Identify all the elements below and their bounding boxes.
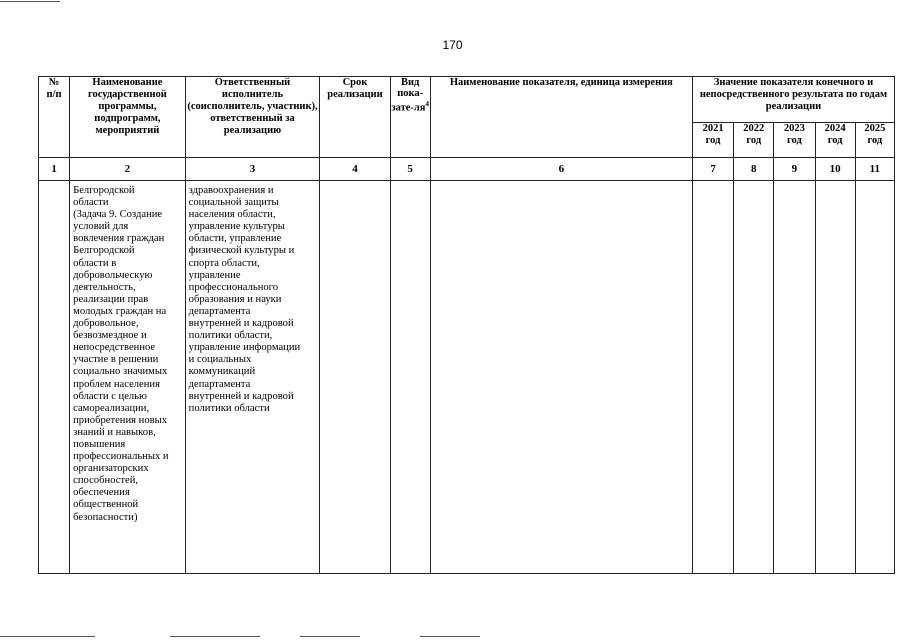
year-label: 2022 [743,123,765,134]
row-value-2021 [692,181,733,574]
year-label: 2023 [783,123,805,134]
column-number: 4 [320,158,390,181]
header-executor-label: Ответственный исполнитель (соисполнитель, участник), ответственный за реализацию [187,77,318,136]
row-value [734,181,773,188]
row-value [816,181,855,188]
row-executor-cell [185,181,320,574]
scan-edge-mark [170,636,260,637]
year-unit: год [867,135,883,146]
year-unit: год [827,135,843,146]
header-indicator-label: Наименование показателя, единица измерения [449,77,673,88]
header-executor [185,77,320,158]
program-table [38,76,895,574]
header-year-2024 [815,123,855,158]
row-value-2024 [815,181,855,574]
row-value [693,181,733,188]
row-term [320,181,389,188]
header-year-2022 [734,123,774,158]
scan-edge-mark [300,636,360,637]
scan-edge-mark [420,636,480,637]
year-unit: год [705,135,721,146]
year-unit: год [746,135,762,146]
row-term-cell [320,181,390,574]
row-value [856,181,894,188]
header-name-label: Наименование государственной программы, подпрограмм, мероприятий [87,77,167,136]
column-number: 8 [734,158,774,181]
year-label: 2021 [702,123,724,134]
header-num [39,77,70,158]
header-indicator [430,77,692,158]
scan-edge-mark [0,1,60,2]
header-term [320,77,390,158]
row-executor: здравоохранения и социальной защиты населения области, управление культуры области, управление физической культуры и спорта области, управление профессионального образования и науки департамента внутренней и кадровой политики области, управление информации и социальных коммуникаций департамента внутренней и кадровой политики области [188,185,301,414]
row-num-cell [39,181,70,574]
header-num-label: № п/п [46,77,62,100]
scan-edge-mark [0,636,95,637]
column-number: 3 [185,158,320,181]
row-num [39,181,69,188]
row-value-2025 [855,181,894,574]
column-number: 9 [774,158,815,181]
column-number: 1 [39,158,70,181]
row-value-2022 [734,181,774,574]
header-term-label: Срок реализации [327,77,383,100]
row-value [774,181,814,188]
column-number: 6 [430,158,692,181]
column-number: 10 [815,158,855,181]
row-indicator-cell [430,181,692,574]
row-indicator [431,181,692,188]
header-year-2025 [855,123,894,158]
row-type-cell [390,181,430,574]
year-label: 2025 [864,123,886,134]
header-values [692,77,894,123]
page-number: 170 [442,38,463,52]
header-year-2023 [774,123,815,158]
header-type [390,77,430,158]
header-values-label: Значение показателя конечного и непосредственного результата по годам реализации [699,77,888,112]
header-type-label: Вид пока-зате-ля [391,77,426,114]
column-number: 5 [390,158,430,181]
column-number: 11 [855,158,894,181]
row-value-2023 [774,181,815,574]
row-type [391,181,430,188]
table-row [39,181,895,574]
year-label: 2024 [824,123,846,134]
column-number: 7 [692,158,733,181]
header-type-footnote: 4 [425,100,429,108]
header-year-2021 [692,123,733,158]
year-unit: год [787,135,802,146]
column-number: 2 [70,158,186,181]
row-name-cell [70,181,186,574]
row-name: Белгородской области (Задача 9. Создание условий для вовлечения граждан Белгородской области в добровольческую деятельность, реализации прав молодых граждан на добровольное, безвозмездное и непосредственное участие в решении социально значимых проблем населения области с целью самореализации, приобретения новых знаний и навыков, повышения профессиональных и организаторских способностей, обеспечения общественной безопасности) [73,185,169,523]
column-number-row [39,158,895,181]
header-name [70,77,186,158]
